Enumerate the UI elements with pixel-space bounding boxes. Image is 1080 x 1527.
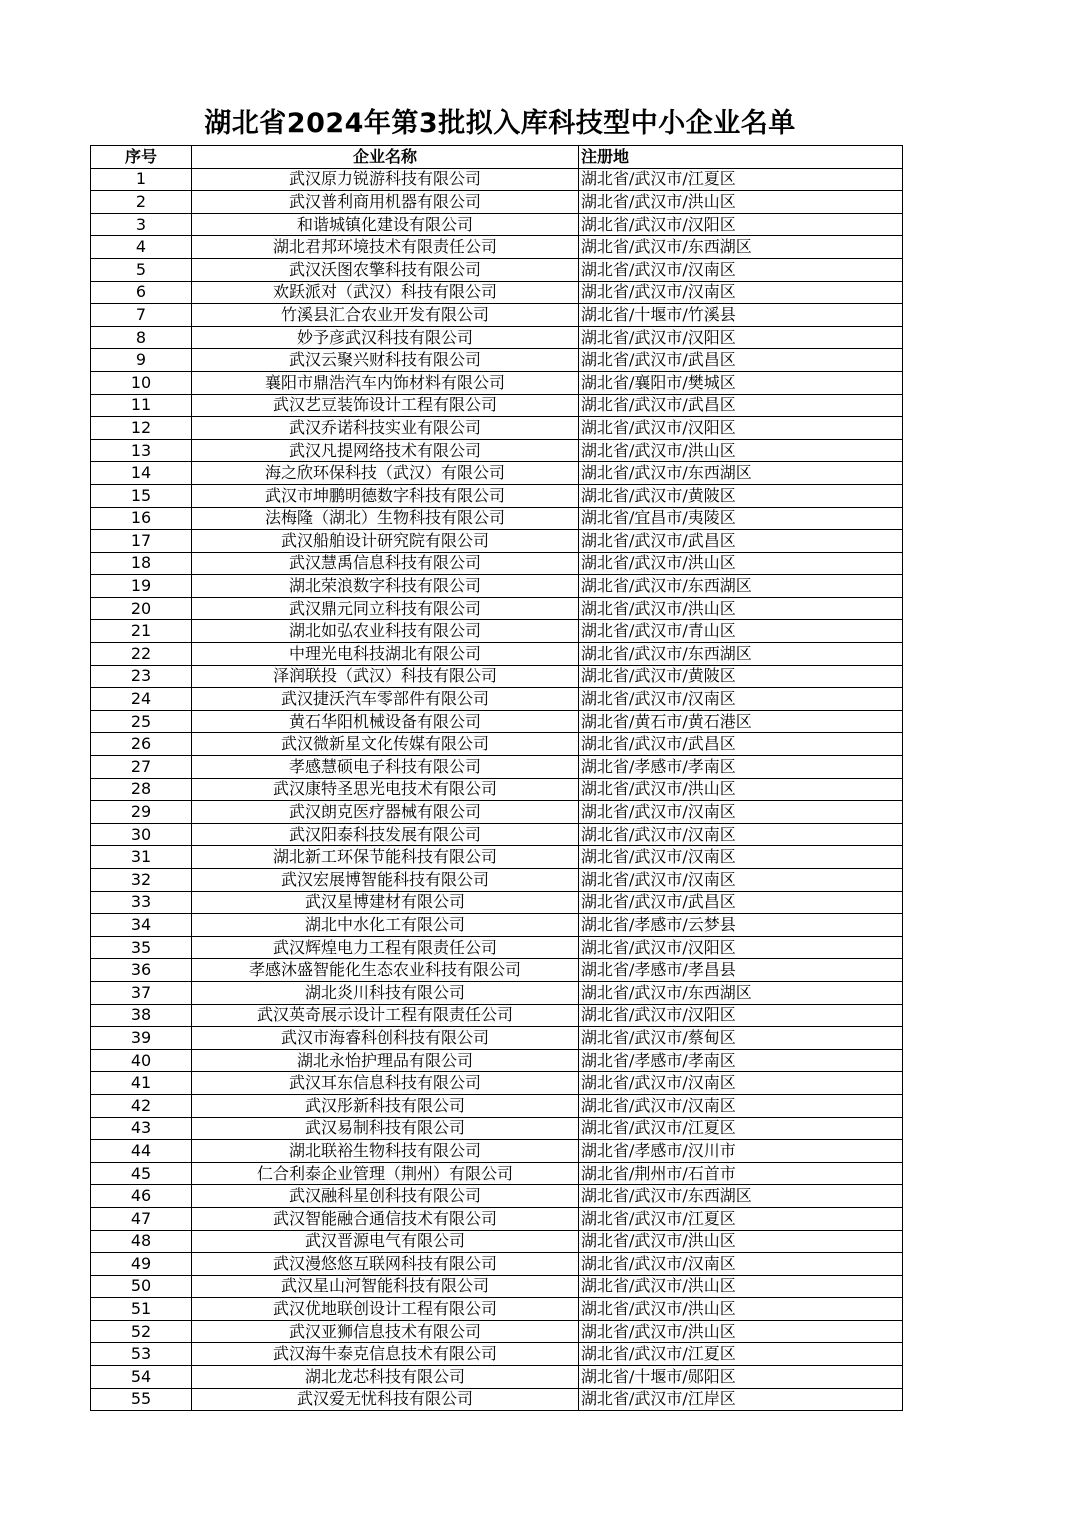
row-name: 孝感慧硕电子科技有限公司 [192, 756, 579, 779]
row-location: 湖北省/孝感市/孝南区 [579, 756, 903, 779]
table-row [91, 1117, 903, 1140]
row-name: 湖北龙芯科技有限公司 [192, 1366, 579, 1389]
table-row [91, 258, 903, 281]
row-name: 武汉星博建材有限公司 [192, 891, 579, 914]
table-row [91, 869, 903, 892]
row-location: 湖北省/武汉市/东西湖区 [579, 643, 903, 666]
row-name: 武汉智能融合通信技术有限公司 [192, 1207, 579, 1230]
row-name: 黄石华阳机械设备有限公司 [192, 710, 579, 733]
row-index: 13 [91, 439, 192, 462]
row-index: 53 [91, 1343, 192, 1366]
row-name: 武汉市海睿科创科技有限公司 [192, 1027, 579, 1050]
row-index: 35 [91, 936, 192, 959]
table-row [91, 417, 903, 440]
row-name: 武汉漫悠悠互联网科技有限公司 [192, 1253, 579, 1276]
row-location: 湖北省/孝感市/云梦县 [579, 914, 903, 937]
row-name: 武汉亚狮信息技术有限公司 [192, 1320, 579, 1343]
row-name: 武汉捷沃汽车零部件有限公司 [192, 688, 579, 711]
row-index: 54 [91, 1366, 192, 1389]
table-row [91, 801, 903, 824]
row-location: 湖北省/武汉市/洪山区 [579, 1320, 903, 1343]
table-row [91, 597, 903, 620]
row-location: 湖北省/武汉市/江夏区 [579, 1343, 903, 1366]
row-location: 湖北省/武汉市/洪山区 [579, 552, 903, 575]
row-name: 仁合利泰企业管理（荆州）有限公司 [192, 1162, 579, 1185]
row-index: 23 [91, 665, 192, 688]
table-row [91, 575, 903, 598]
row-index: 9 [91, 349, 192, 372]
table-row [91, 936, 903, 959]
table-row [91, 507, 903, 530]
row-index: 52 [91, 1320, 192, 1343]
row-location: 湖北省/武汉市/洪山区 [579, 1275, 903, 1298]
row-index: 49 [91, 1253, 192, 1276]
header-index: 序号 [91, 146, 192, 169]
row-location: 湖北省/武汉市/青山区 [579, 620, 903, 643]
row-location: 湖北省/襄阳市/樊城区 [579, 371, 903, 394]
row-index: 15 [91, 484, 192, 507]
row-name: 武汉云聚兴财科技有限公司 [192, 349, 579, 372]
row-index: 48 [91, 1230, 192, 1253]
row-location: 湖北省/武汉市/东西湖区 [579, 981, 903, 1004]
row-name: 泽润联投（武汉）科技有限公司 [192, 665, 579, 688]
row-name: 武汉易制科技有限公司 [192, 1117, 579, 1140]
row-name: 武汉辉煌电力工程有限责任公司 [192, 936, 579, 959]
row-name: 武汉乔诺科技实业有限公司 [192, 417, 579, 440]
row-name: 湖北新工环保节能科技有限公司 [192, 846, 579, 869]
row-index: 28 [91, 778, 192, 801]
row-name: 武汉慧禹信息科技有限公司 [192, 552, 579, 575]
table-row [91, 462, 903, 485]
row-name: 武汉朗克医疗器械有限公司 [192, 801, 579, 824]
row-location: 湖北省/武汉市/汉阳区 [579, 326, 903, 349]
row-location: 湖北省/武汉市/汉阳区 [579, 1004, 903, 1027]
row-name: 武汉融科星创科技有限公司 [192, 1185, 579, 1208]
row-name: 武汉船舶设计研究院有限公司 [192, 530, 579, 553]
table-row [91, 236, 903, 259]
row-index: 22 [91, 643, 192, 666]
row-index: 51 [91, 1298, 192, 1321]
row-index: 5 [91, 258, 192, 281]
row-index: 1 [91, 168, 192, 191]
row-index: 12 [91, 417, 192, 440]
row-name: 竹溪县汇合农业开发有限公司 [192, 304, 579, 327]
table-row [91, 1162, 903, 1185]
row-index: 36 [91, 959, 192, 982]
row-location: 湖北省/武汉市/汉阳区 [579, 417, 903, 440]
row-location: 湖北省/武汉市/江夏区 [579, 1207, 903, 1230]
row-name: 武汉康特圣思光电技术有限公司 [192, 778, 579, 801]
row-index: 24 [91, 688, 192, 711]
row-name: 武汉英奇展示设计工程有限责任公司 [192, 1004, 579, 1027]
row-index: 29 [91, 801, 192, 824]
table-row [91, 1253, 903, 1276]
row-location: 湖北省/武汉市/武昌区 [579, 891, 903, 914]
table-row [91, 1207, 903, 1230]
row-location: 湖北省/十堰市/郧阳区 [579, 1366, 903, 1389]
row-index: 21 [91, 620, 192, 643]
row-location: 湖北省/荆州市/石首市 [579, 1162, 903, 1185]
row-index: 4 [91, 236, 192, 259]
table-row [91, 552, 903, 575]
row-name: 武汉晋源电气有限公司 [192, 1230, 579, 1253]
row-location: 湖北省/孝感市/孝南区 [579, 1049, 903, 1072]
row-location: 湖北省/武汉市/汉南区 [579, 846, 903, 869]
row-index: 38 [91, 1004, 192, 1027]
row-location: 湖北省/武汉市/东西湖区 [579, 462, 903, 485]
row-index: 44 [91, 1140, 192, 1163]
row-index: 18 [91, 552, 192, 575]
row-index: 14 [91, 462, 192, 485]
table-row [91, 371, 903, 394]
row-index: 10 [91, 371, 192, 394]
row-index: 32 [91, 869, 192, 892]
row-index: 33 [91, 891, 192, 914]
table-row [91, 1388, 903, 1411]
row-name: 武汉鼎元同立科技有限公司 [192, 597, 579, 620]
table-row [91, 710, 903, 733]
row-index: 46 [91, 1185, 192, 1208]
row-location: 湖北省/武汉市/汉南区 [579, 281, 903, 304]
row-location: 湖北省/武汉市/汉阳区 [579, 213, 903, 236]
row-location: 湖北省/武汉市/江夏区 [579, 168, 903, 191]
row-name: 武汉原力锐游科技有限公司 [192, 168, 579, 191]
row-index: 27 [91, 756, 192, 779]
row-name: 武汉星山河智能科技有限公司 [192, 1275, 579, 1298]
row-index: 7 [91, 304, 192, 327]
row-name: 武汉阳泰科技发展有限公司 [192, 823, 579, 846]
table-row [91, 1275, 903, 1298]
row-index: 34 [91, 914, 192, 937]
row-index: 30 [91, 823, 192, 846]
table-row [91, 1072, 903, 1095]
row-name: 武汉沃图农擎科技有限公司 [192, 258, 579, 281]
row-index: 31 [91, 846, 192, 869]
table-row [91, 484, 903, 507]
row-location: 湖北省/武汉市/东西湖区 [579, 236, 903, 259]
row-location: 湖北省/武汉市/汉南区 [579, 823, 903, 846]
row-location: 湖北省/武汉市/汉南区 [579, 801, 903, 824]
row-index: 2 [91, 191, 192, 214]
row-location: 湖北省/武汉市/洪山区 [579, 191, 903, 214]
row-index: 47 [91, 1207, 192, 1230]
row-location: 湖北省/武汉市/黄陂区 [579, 484, 903, 507]
row-location: 湖北省/武汉市/江岸区 [579, 1388, 903, 1411]
table-row [91, 756, 903, 779]
row-index: 45 [91, 1162, 192, 1185]
row-location: 湖北省/武汉市/武昌区 [579, 349, 903, 372]
row-name: 武汉爱无忧科技有限公司 [192, 1388, 579, 1411]
row-name: 武汉宏展博智能科技有限公司 [192, 869, 579, 892]
header-name: 企业名称 [192, 146, 579, 169]
row-location: 湖北省/武汉市/东西湖区 [579, 575, 903, 598]
table-row [91, 1004, 903, 1027]
table-row [91, 959, 903, 982]
row-location: 湖北省/武汉市/江夏区 [579, 1117, 903, 1140]
row-index: 3 [91, 213, 192, 236]
row-name: 湖北君邦环境技术有限责任公司 [192, 236, 579, 259]
table-row [91, 1027, 903, 1050]
row-name: 武汉耳东信息科技有限公司 [192, 1072, 579, 1095]
row-location: 湖北省/武汉市/武昌区 [579, 394, 903, 417]
table-row [91, 394, 903, 417]
row-location: 湖北省/宜昌市/夷陵区 [579, 507, 903, 530]
table-row [91, 281, 903, 304]
table-row [91, 733, 903, 756]
row-index: 17 [91, 530, 192, 553]
row-name: 武汉凡提网络技术有限公司 [192, 439, 579, 462]
row-location: 湖北省/武汉市/汉南区 [579, 258, 903, 281]
table-row [91, 778, 903, 801]
table-row [91, 530, 903, 553]
table-row [91, 1298, 903, 1321]
page-title: 湖北省2024年第3批拟入库科技型中小企业名单 [204, 108, 796, 139]
row-name: 欢跃派对（武汉）科技有限公司 [192, 281, 579, 304]
table-row [91, 349, 903, 372]
row-name: 湖北如弘农业科技有限公司 [192, 620, 579, 643]
header-location: 注册地 [579, 146, 903, 169]
table-row [91, 191, 903, 214]
row-name: 湖北联裕生物科技有限公司 [192, 1140, 579, 1163]
table-row [91, 1049, 903, 1072]
table-row [91, 1366, 903, 1389]
row-location: 湖北省/十堰市/竹溪县 [579, 304, 903, 327]
row-index: 26 [91, 733, 192, 756]
row-location: 湖北省/武汉市/洪山区 [579, 439, 903, 462]
row-name: 武汉彤新科技有限公司 [192, 1094, 579, 1117]
row-name: 武汉海牛泰克信息技术有限公司 [192, 1343, 579, 1366]
row-index: 6 [91, 281, 192, 304]
row-name: 湖北荣浪数字科技有限公司 [192, 575, 579, 598]
row-name: 妙予彦武汉科技有限公司 [192, 326, 579, 349]
row-index: 19 [91, 575, 192, 598]
row-index: 41 [91, 1072, 192, 1095]
table-row [91, 1320, 903, 1343]
table-row [91, 326, 903, 349]
table-row [91, 304, 903, 327]
row-location: 湖北省/武汉市/汉南区 [579, 1094, 903, 1117]
row-index: 16 [91, 507, 192, 530]
row-name: 武汉普利商用机器有限公司 [192, 191, 579, 214]
row-index: 50 [91, 1275, 192, 1298]
row-index: 37 [91, 981, 192, 1004]
row-location: 湖北省/孝感市/孝昌县 [579, 959, 903, 982]
table-row [91, 891, 903, 914]
row-name: 湖北中水化工有限公司 [192, 914, 579, 937]
table-row [91, 914, 903, 937]
row-name: 武汉微新星文化传媒有限公司 [192, 733, 579, 756]
table-body [91, 168, 903, 1411]
table-row [91, 665, 903, 688]
row-location: 湖北省/武汉市/武昌区 [579, 530, 903, 553]
row-index: 39 [91, 1027, 192, 1050]
row-location: 湖北省/武汉市/洪山区 [579, 597, 903, 620]
table-row [91, 1230, 903, 1253]
row-index: 8 [91, 326, 192, 349]
row-name: 武汉艺豆装饰设计工程有限公司 [192, 394, 579, 417]
table-row [91, 213, 903, 236]
table-row [91, 1140, 903, 1163]
row-name: 湖北永怡护理品有限公司 [192, 1049, 579, 1072]
table-row [91, 823, 903, 846]
row-location: 湖北省/武汉市/洪山区 [579, 1298, 903, 1321]
row-location: 湖北省/武汉市/东西湖区 [579, 1185, 903, 1208]
table-row [91, 981, 903, 1004]
row-name: 中理光电科技湖北有限公司 [192, 643, 579, 666]
row-index: 55 [91, 1388, 192, 1411]
row-name: 孝感沐盛智能化生态农业科技有限公司 [192, 959, 579, 982]
table-row [91, 846, 903, 869]
row-name: 襄阳市鼎浩汽车内饰材料有限公司 [192, 371, 579, 394]
row-location: 湖北省/武汉市/汉南区 [579, 1253, 903, 1276]
table-header-row [91, 146, 903, 169]
table-row [91, 168, 903, 191]
row-index: 42 [91, 1094, 192, 1117]
table-row [91, 688, 903, 711]
table-row [91, 1343, 903, 1366]
row-location: 湖北省/武汉市/汉阳区 [579, 936, 903, 959]
row-location: 湖北省/孝感市/汉川市 [579, 1140, 903, 1163]
row-index: 40 [91, 1049, 192, 1072]
row-name: 武汉优地联创设计工程有限公司 [192, 1298, 579, 1321]
row-location: 湖北省/武汉市/洪山区 [579, 778, 903, 801]
table-row [91, 620, 903, 643]
row-name: 湖北炎川科技有限公司 [192, 981, 579, 1004]
table-row [91, 1185, 903, 1208]
row-location: 湖北省/武汉市/汉南区 [579, 869, 903, 892]
row-index: 20 [91, 597, 192, 620]
enterprise-table [90, 145, 903, 1411]
row-index: 11 [91, 394, 192, 417]
row-location: 湖北省/武汉市/汉南区 [579, 688, 903, 711]
row-location: 湖北省/黄石市/黄石港区 [579, 710, 903, 733]
table-row [91, 643, 903, 666]
row-index: 25 [91, 710, 192, 733]
row-name: 武汉市坤鹏明德数字科技有限公司 [192, 484, 579, 507]
row-name: 和谐城镇化建设有限公司 [192, 213, 579, 236]
row-location: 湖北省/武汉市/洪山区 [579, 1230, 903, 1253]
table-row [91, 1094, 903, 1117]
row-location: 湖北省/武汉市/汉南区 [579, 1072, 903, 1095]
row-location: 湖北省/武汉市/黄陂区 [579, 665, 903, 688]
row-index: 43 [91, 1117, 192, 1140]
row-name: 海之欣环保科技（武汉）有限公司 [192, 462, 579, 485]
row-location: 湖北省/武汉市/武昌区 [579, 733, 903, 756]
table-row [91, 439, 903, 462]
row-location: 湖北省/武汉市/蔡甸区 [579, 1027, 903, 1050]
row-name: 法梅隆（湖北）生物科技有限公司 [192, 507, 579, 530]
